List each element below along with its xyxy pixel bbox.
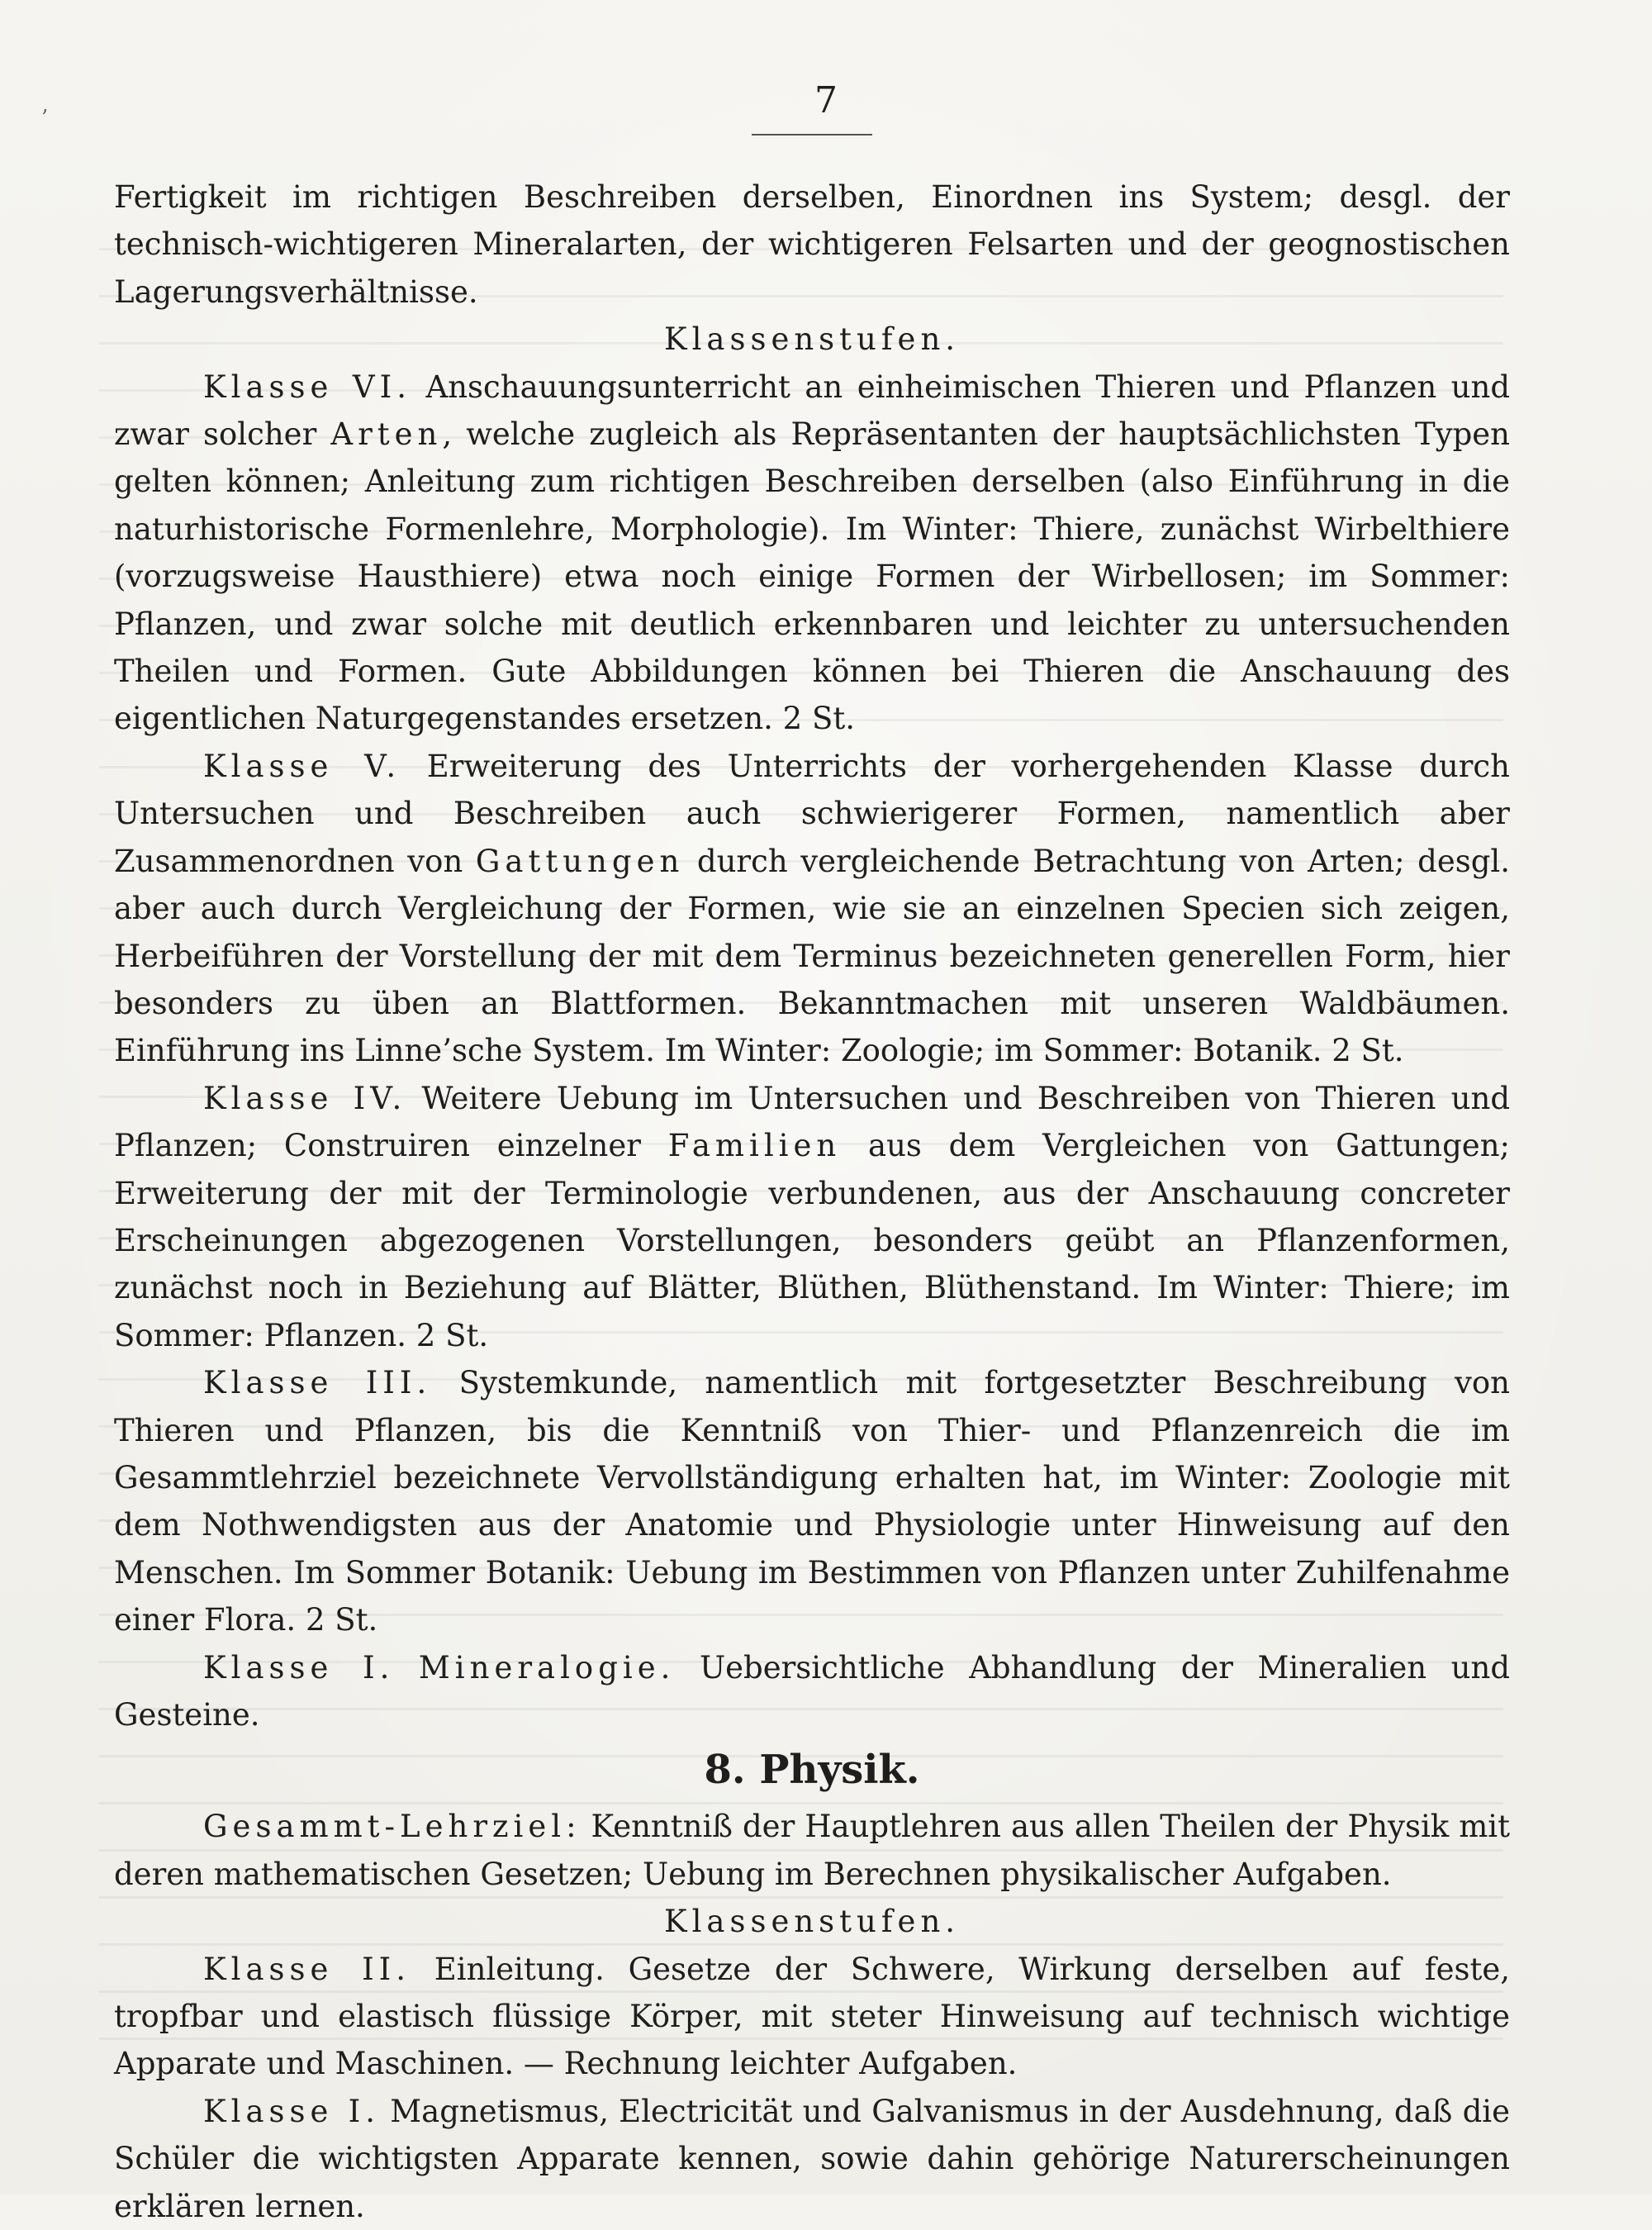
- klasse-v-text-a: Erweiterung des Unterrichts der vorhergehenden Klasse durch Untersuchen und Beschreiben auch schwierigerer Formen, namentlich aber Zusammenordnen von: [114, 748, 1510, 879]
- mineralogie-emphasis: Mineralogie.: [418, 1649, 676, 1686]
- physik-klasse-i-paragraph: [114, 2088, 1510, 2230]
- klasse-i-mineralogie-paragraph: [114, 1644, 1510, 1739]
- physik-lehrziel-label: Gesammt-Lehrziel:: [203, 1809, 582, 1845]
- klasse-iv-label: Klasse IV.: [203, 1080, 407, 1116]
- physik-klassenstufen-heading: Klassenstufen.: [663, 1904, 961, 1940]
- klasse-iii-paragraph: [114, 1359, 1510, 1643]
- physik-lehrziel-text: Kenntniß der Hauptlehren aus allen Theilen der Physik mit deren mathematischen Gesetzen; Uebung im Berechnen physikalischer Aufgaben.: [114, 1809, 1510, 1892]
- klasse-iv-text-a: Weitere Uebung im Untersuchen und Beschreiben von Thieren und Pflanzen; Construiren einzelner: [114, 1080, 1511, 1164]
- klasse-iv-emphasis: Familien: [667, 1128, 842, 1164]
- physik-section-title: 8. Physik.: [704, 1747, 920, 1794]
- klassenstufen-heading: Klassenstufen.: [663, 321, 961, 358]
- physik-klasse-ii-paragraph: [114, 1946, 1510, 2088]
- klasse-v-text-b: durch vergleichende Betrachtung von Arten; desgl. aber auch durch Vergleichung der Formen, wie sie an einzelnen Specien sich zeigen, Herbeiführen der Vorstellung der mit dem Terminus bezeichneten generellen Form, hier besonders zu üben an Blattformen. Bekanntmachen mit unseren Waldbäumen. Einführung ins Linne’sche System. Im Winter: Zoologie; im Sommer: Botanik. 2 St.: [114, 843, 1510, 1069]
- klasse-iv-paragraph: [114, 1075, 1510, 1359]
- klasse-iii-label: Klasse III.: [203, 1365, 432, 1401]
- page-number: 7: [814, 79, 838, 121]
- klasse-vi-emphasis: Arten: [330, 416, 443, 453]
- physik-klasse-i-text: Magnetismus, Electricität und Galvanismus in der Ausdehnung, daß die Schüler die wichtigsten Apparate kennen, sowie dahin gehörige Naturerscheinungen erklären lernen.: [114, 2093, 1510, 2224]
- klasse-vi-paragraph: [114, 364, 1510, 743]
- body-text: [114, 174, 1510, 2230]
- physik-lehrziel-paragraph: [114, 1803, 1510, 1898]
- klasse-v-emphasis: Gattungen: [475, 843, 685, 879]
- klasse-i-mineralogie-text: Uebersichtliche Abhandlung der Mineralien und Gesteine.: [114, 1649, 1511, 1733]
- klasse-vi-text-b: , welche zugleich als Repräsentanten der hauptsächlichsten Typen gelten können; Anleitung zum richtigen Beschreiben derselben (also Einführung in die naturhistorische Formenlehre, Morphologie). Im Winter: Thiere, zunächst Wirbelthiere (vorzugsweise Hausthiere) etwa noch einige Formen der Wirbellosen; im Sommer: Pflanzen, und zwar solche mit deutlich erkennbaren und leichter zu untersuchenden Theilen und Formen. Gute Abbildungen können bei Thieren die Anschauung des eigentlichen Naturgegenstandes ersetzen. 2 St.: [114, 416, 1510, 737]
- page-number-rule: [752, 134, 872, 136]
- klasse-vi-text-a: Anschauungsunterricht an einheimischen Thieren und Pflanzen und zwar solcher: [114, 368, 1511, 453]
- klasse-v-paragraph: [114, 743, 1510, 1075]
- klasse-i-label: Klasse I.: [203, 1649, 395, 1686]
- physik-klasse-i-label: Klasse I.: [203, 2093, 381, 2129]
- klasse-v-label: Klasse V.: [203, 748, 401, 784]
- physik-klasse-ii-text: Einleitung. Gesetze der Schwere, Wirkung derselben auf feste, tropfbar und elastisch flüssige Körper, mit steter Hinweisung auf technisch wichtige Apparate und Maschinen. — Rechnung leichter Aufgaben.: [114, 1951, 1510, 2082]
- klasse-vi-label: Klasse VI.: [203, 368, 411, 405]
- klasse-iii-text: Systemkunde, namentlich mit fortgesetzter Beschreibung von Thieren und Pflanzen, bis die Kenntniß von Thier- und Pflanzenreich die im Gesammtlehrziel bezeichnete Vervollständigung erhalten hat, im Winter: Zoologie mit dem Nothwendigsten aus der Anatomie und Physiologie unter Hinweisung auf den Menschen. Im Sommer Botanik: Uebung im Bestimmen von Pflanzen unter Zuhilfenahme einer Flora. 2 St.: [114, 1365, 1510, 1638]
- physik-klasse-ii-label: Klasse II.: [203, 1951, 411, 1987]
- intro-paragraph: Fertigkeit im richtigen Beschreiben derselben, Einordnen ins System; desgl. der technisch-wichtigeren Mineralarten, der wichtigeren Felsarten und der geognostischen Lagerungsverhältnisse.: [114, 179, 1510, 310]
- klasse-iv-text-b: aus dem Vergleichen von Gattungen; Erweiterung der mit der Terminologie verbundenen, aus der Anschauung concreter Erscheinungen abgezogenen Vorstellungen, besonders geübt an Pflanzenformen, zunächst noch in Beziehung auf Blätter, Blüthen, Blüthenstand. Im Winter: Thiere; im Sommer: Pflanzen. 2 St.: [114, 1128, 1510, 1353]
- margin-mark: ’: [41, 106, 49, 131]
